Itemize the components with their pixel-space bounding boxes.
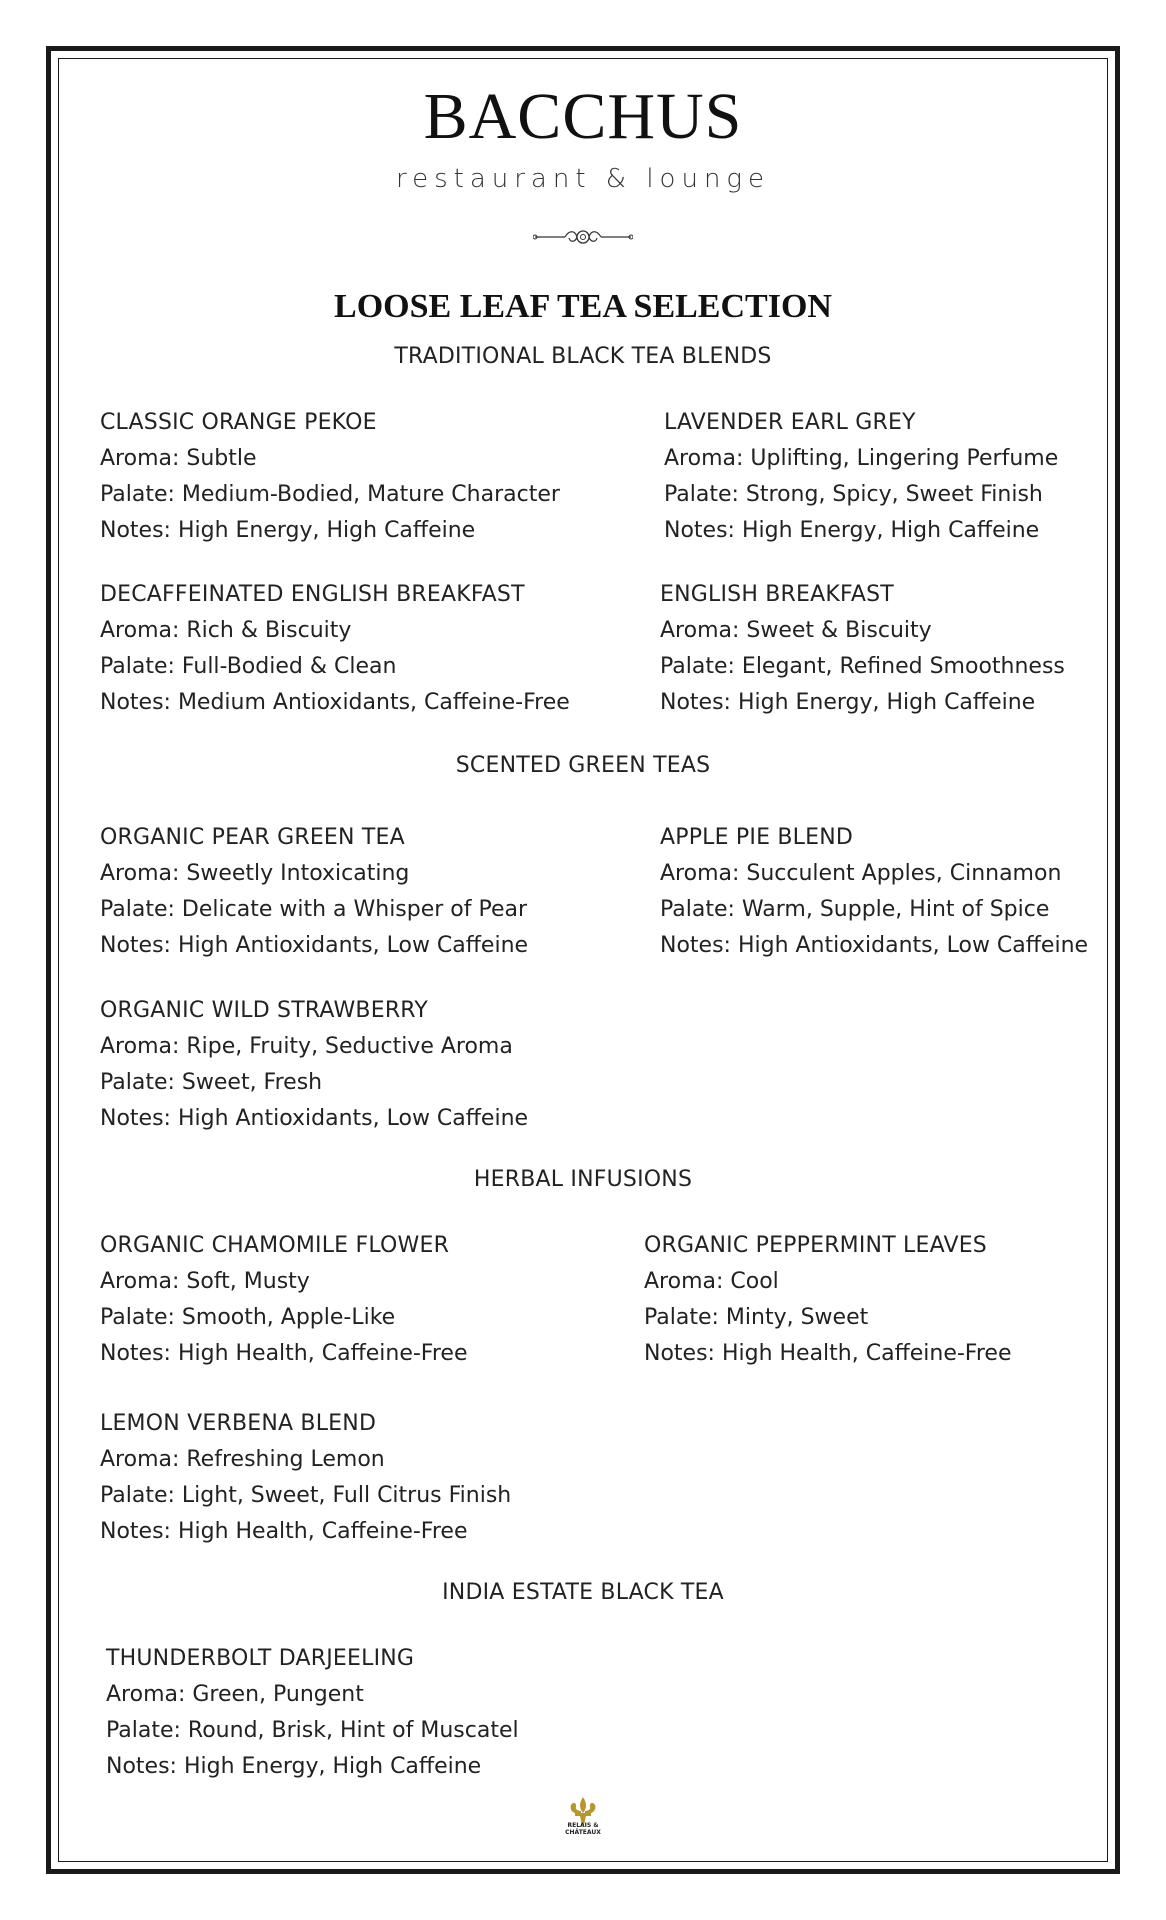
seal-text — [553, 1822, 613, 1836]
tea-item — [100, 1406, 511, 1550]
tea-palate: Palate: Warm, Supple, Hint of Spice — [660, 897, 1050, 922]
tea-aroma: Aroma: Ripe, Fruity, Seductive Aroma — [100, 1034, 513, 1059]
tea-name: LAVENDER EARL GREY — [664, 410, 916, 435]
tea-notes: Notes: High Antioxidants, Low Caffeine — [100, 933, 529, 958]
tea-notes: Notes: High Energy, High Caffeine — [664, 518, 1040, 543]
tea-notes: Notes: High Health, Caffeine-Free — [100, 1519, 468, 1544]
tea-notes: Notes: High Energy, High Caffeine — [100, 518, 476, 543]
tea-aroma: Aroma: Subtle — [100, 446, 257, 471]
tea-notes: Notes: High Health, Caffeine-Free — [100, 1341, 468, 1366]
tea-item — [100, 1228, 467, 1372]
tea-aroma: Aroma: Refreshing Lemon — [100, 1447, 385, 1472]
tea-name: ENGLISH BREAKFAST — [660, 582, 894, 607]
tea-item — [100, 405, 560, 549]
section-heading-herbal-infusions: HERBAL INFUSIONS — [473, 1167, 693, 1192]
seal-text-line-2: CHÂTEAUX — [565, 1829, 601, 1836]
tea-item — [100, 820, 528, 964]
tea-item — [644, 1228, 1011, 1372]
tea-palate: Palate: Full-Bodied & Clean — [100, 654, 397, 679]
section-heading-traditional-black: TRADITIONAL BLACK TEA BLENDS — [394, 344, 772, 369]
tea-notes: Notes: High Health, Caffeine-Free — [644, 1341, 1012, 1366]
tea-palate: Palate: Medium-Bodied, Mature Character — [100, 482, 560, 507]
tea-name: ORGANIC CHAMOMILE FLOWER — [100, 1233, 450, 1258]
tea-aroma: Aroma: Soft, Musty — [100, 1269, 310, 1294]
tea-palate: Palate: Strong, Spicy, Sweet Finish — [664, 482, 1043, 507]
tea-name: ORGANIC WILD STRAWBERRY — [100, 998, 429, 1023]
tea-name: THUNDERBOLT DARJEELING — [106, 1646, 415, 1671]
tea-notes: Notes: Medium Antioxidants, Caffeine-Free — [100, 690, 570, 715]
section-heading-scented-green: SCENTED GREEN TEAS — [455, 753, 711, 778]
tea-aroma: Aroma: Rich & Biscuity — [100, 618, 352, 643]
tea-notes: Notes: High Antioxidants, Low Caffeine — [100, 1106, 529, 1131]
tea-name: DECAFFEINATED ENGLISH BREAKFAST — [100, 582, 525, 607]
tea-palate: Palate: Elegant, Refined Smoothness — [660, 654, 1065, 679]
tea-aroma: Aroma: Sweet & Biscuity — [660, 618, 932, 643]
seal-text-line-1: RELAIS & — [567, 1822, 599, 1829]
tea-item — [660, 820, 1088, 964]
tea-notes: Notes: High Antioxidants, Low Caffeine — [660, 933, 1089, 958]
tea-palate: Palate: Light, Sweet, Full Citrus Finish — [100, 1483, 512, 1508]
tea-item — [660, 577, 1065, 721]
tea-aroma: Aroma: Sweetly Intoxicating — [100, 861, 410, 886]
tea-aroma: Aroma: Cool — [644, 1269, 779, 1294]
tea-aroma: Aroma: Green, Pungent — [106, 1682, 364, 1707]
tea-aroma: Aroma: Succulent Apples, Cinnamon — [660, 861, 1062, 886]
section-heading-india-estate: INDIA ESTATE BLACK TEA — [442, 1580, 724, 1605]
tea-palate: Palate: Sweet, Fresh — [100, 1070, 323, 1095]
brand-name: BACCHUS — [423, 80, 743, 153]
tea-name: ORGANIC PEAR GREEN TEA — [100, 825, 405, 850]
tea-aroma: Aroma: Uplifting, Lingering Perfume — [664, 446, 1059, 471]
menu-title: LOOSE LEAF TEA SELECTION — [334, 288, 832, 325]
tea-palate: Palate: Delicate with a Whisper of Pear — [100, 897, 528, 922]
tea-item — [664, 405, 1058, 549]
scroll-ornament-icon — [533, 226, 633, 248]
tea-palate: Palate: Smooth, Apple-Like — [100, 1305, 396, 1330]
tea-notes: Notes: High Energy, High Caffeine — [660, 690, 1036, 715]
tea-item — [100, 993, 528, 1137]
tea-palate: Palate: Round, Brisk, Hint of Muscatel — [106, 1718, 519, 1743]
tea-palate: Palate: Minty, Sweet — [644, 1305, 869, 1330]
tea-name: LEMON VERBENA BLEND — [100, 1411, 377, 1436]
tea-name: APPLE PIE BLEND — [660, 825, 854, 850]
tea-name: CLASSIC ORANGE PEKOE — [100, 410, 377, 435]
tea-notes: Notes: High Energy, High Caffeine — [106, 1754, 482, 1779]
tea-name: ORGANIC PEPPERMINT LEAVES — [644, 1233, 987, 1258]
tea-item — [106, 1641, 519, 1785]
tea-item — [100, 577, 570, 721]
brand-subtitle: restaurant & lounge — [395, 164, 771, 194]
